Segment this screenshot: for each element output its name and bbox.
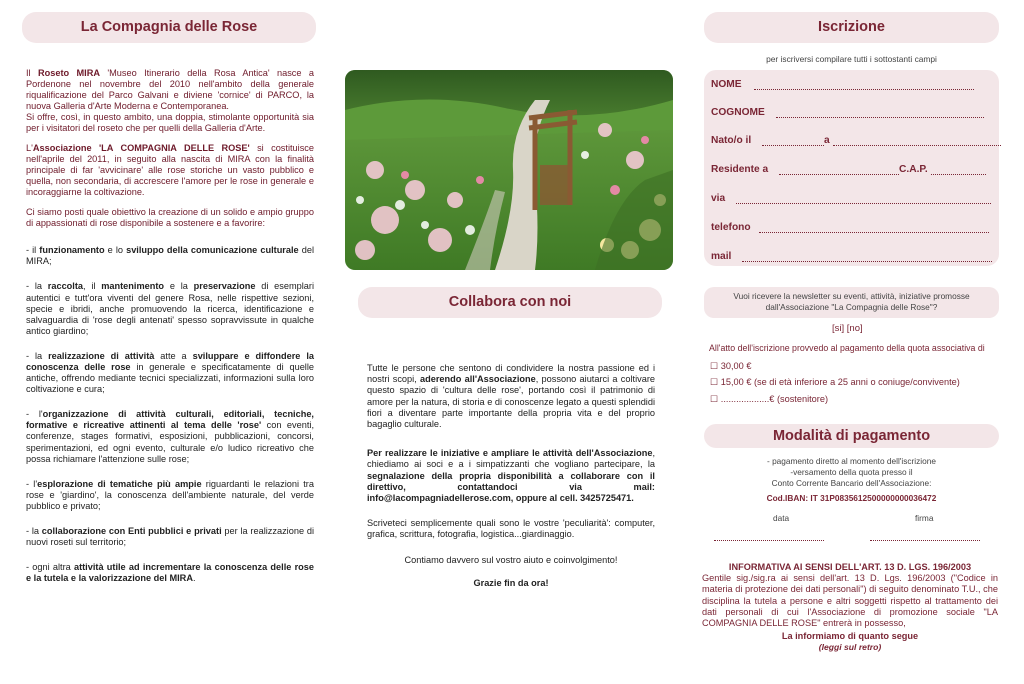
dotted-line[interactable] <box>759 224 989 233</box>
text-bold: aderendo all'Associazione <box>420 374 536 385</box>
dotted-line[interactable] <box>742 253 992 262</box>
left-body <box>26 68 314 593</box>
label: NOME <box>711 79 742 90</box>
dotted-line[interactable] <box>931 166 986 175</box>
date-label: data <box>773 513 790 523</box>
payment-header: Modalità di pagamento <box>704 424 999 448</box>
text: Tutte le persone che sentono di condividere la nostra passione ed i nostri scopi, <box>367 363 655 385</box>
text-bold: realizzazione di attività <box>48 350 155 361</box>
middle-header: Collabora con noi <box>358 287 662 318</box>
field-telefono[interactable] <box>711 222 989 233</box>
bullet-1 <box>26 245 314 267</box>
label: C.A.P. <box>899 164 928 175</box>
payment-direct: - pagamento diretto al momento dell'iscrizione <box>767 456 936 466</box>
text: di esemplari autentici e tutt'ora viventi del genere Rosa, nelle rispettive sezioni, specie e ibridi, anche promuovendo la ricerca, identificazione e salvaguardia di 'rose degli antenati' spesso sopravvissute in qualche antico giardino; <box>26 281 314 336</box>
field-via[interactable] <box>711 193 991 204</box>
text: del MIRA; <box>26 245 314 267</box>
middle-body <box>367 363 655 598</box>
quota-intro: All'atto dell'iscrizione provvedo al pagamento della quota associativa di <box>709 343 985 353</box>
rose-garden-photo <box>345 70 673 270</box>
rose-garden-illustration <box>345 70 673 270</box>
thanks <box>367 578 655 589</box>
signature-label: firma <box>915 513 934 523</box>
text-bold: funzionamento <box>39 245 105 256</box>
text-bold: attività utile ad incrementare la conoscenza delle rose e la tutela e la valorizzazione del MIRA <box>26 562 314 584</box>
dotted-line[interactable] <box>762 137 824 146</box>
bullet-4 <box>26 409 314 464</box>
text: e lo <box>104 245 127 256</box>
dotted-line[interactable] <box>754 81 974 90</box>
date-line[interactable] <box>714 540 824 541</box>
newsletter-box: Vuoi ricevere la newsletter su eventi, attività, iniziative promosse dall'Associazione "La Compagnia delle Rose"? <box>704 287 999 318</box>
count-on-you: Contiamo davvero sul vostro aiuto e coinvolgimento! <box>404 554 618 565</box>
left-header: La Compagnia delle Rose <box>22 12 316 43</box>
text: - l' <box>26 409 43 420</box>
quota-option-sostenitore[interactable]: ☐ ...................€ (sostenitore) <box>710 394 829 404</box>
text: si costituisce nell'aprile del 2011, in seguito alla nascita di MIRA con la finalità principale di far 'avvicinare' alle rose storiche un vasto pubblico e quella, non secondaria, di accrescere l'amore per le rose in generale e incoraggiarne la coltivazione. <box>26 143 314 198</box>
text: - l' <box>26 478 38 489</box>
payment-transfer: -versamento della quota presso il <box>790 467 913 477</box>
right-header: Iscrizione <box>704 12 999 43</box>
dotted-line[interactable] <box>779 166 899 175</box>
text: - il <box>26 245 40 256</box>
text: Il <box>26 68 38 78</box>
text: - la <box>26 281 48 292</box>
text: 'Museo Itinerario della Rosa Antica' nasce a Pordenone nel novembre del 2010 nell'ambito della generale riqualificazione del Parco Galvani e diviene 'cornice' di PARCO, la nuova Galleria d'Arte Moderna e Contemporanea. <box>26 68 314 112</box>
collaborate-paragraph <box>367 448 655 504</box>
right-column <box>700 0 1024 684</box>
bullet-6 <box>26 526 314 548</box>
label: mail <box>711 251 732 262</box>
bullet-3 <box>26 351 314 395</box>
dotted-line[interactable] <box>833 137 1001 146</box>
privacy-notice <box>702 562 998 654</box>
text-bold: raccolta <box>47 281 84 292</box>
mira-paragraph <box>26 68 314 135</box>
text-bold: Grazie fin da ora! <box>473 577 549 588</box>
field-nato[interactable] <box>711 135 1001 146</box>
objective-paragraph: Ci siamo posti quale obiettivo la creazione di un solido e ampio gruppo di appassionati di rose disponibile a sostenere e a favorire: <box>26 207 314 229</box>
text: per la realizzazione di nuovi roseti sul territorio; <box>26 526 314 548</box>
text: e la <box>164 281 194 292</box>
label: COGNOME <box>711 107 765 118</box>
text-bold: Roseto MIRA <box>37 68 100 78</box>
registration-form <box>704 70 999 266</box>
bullet-7 <box>26 562 314 584</box>
text-bold: organizzazione di attività culturali, editoriali, tecniche, formative e ricreative attinenti al tema delle 'rose' <box>26 409 314 431</box>
text: riguardanti le relazioni tra rose e 'giardino', la conoscenza dell'ambiente naturale, del verde pubblico e privato; <box>26 478 314 511</box>
label: telefono <box>711 222 751 233</box>
label: via <box>711 193 726 204</box>
peculiarity-paragraph: Scriveteci semplicemente quali sono le vostre 'peculiarità': computer, grafica, scrittura, fotografia, logistica...giardinaggio. <box>367 518 655 540</box>
label: Residente a <box>711 164 769 175</box>
text-bold: sviluppo della comunicazione culturale <box>126 245 299 256</box>
text-bold: collaborazione con Enti pubblici e privati <box>41 526 222 536</box>
text: , il <box>83 281 102 292</box>
contact-info: segnalazione della propria disponibilità a collaborare con il direttivo, contattandoci via mail: info@lacompagniadellerose.com, oppure al cell. 3425725471. <box>367 470 655 504</box>
text: atte a <box>154 350 193 361</box>
iban: Cod.IBAN: IT 31P0835612500000000036472 <box>766 493 937 503</box>
label: Nato/o il <box>711 135 752 146</box>
privacy-body: Gentile sig./sig.ra ai sensi dell'art. 13 D. Lgs. 196/2003 ("Codice in materia di protezione dei dati personali") di seguito denominato T.U., che disciplina la tutela a persone e altri soggetti rispetto al trattamento dei dati personali di cui l'Associazione di promozione sociale "LA COMPAGNIA DELLE ROSE" entrerà in possesso, <box>702 573 998 629</box>
text-bold: esplorazione di tematiche più ampie <box>37 478 202 489</box>
field-nome[interactable] <box>711 79 974 90</box>
text: Si offre, così, in questo ambito, una doppia, stimolante opportunità sia per i visitatori del roseto che per quelli della Galleria d'Arte. <box>26 112 314 134</box>
field-mail[interactable] <box>711 251 992 262</box>
payment-account: Conto Corrente Bancario dell'Associazione: <box>771 478 932 488</box>
text: . <box>192 573 196 584</box>
privacy-italic: (leggi sul retro) <box>818 642 882 653</box>
privacy-bold: La informiamo di quanto segue <box>781 631 919 642</box>
label: a <box>824 135 830 146</box>
quota-option-30[interactable]: ☐ 30,00 € <box>710 361 752 371</box>
middle-column <box>345 0 680 684</box>
dotted-line[interactable] <box>776 109 984 118</box>
text-bold: mantenimento <box>101 281 165 292</box>
quota-option-15[interactable]: ☐ 15,00 € (se di età inferiore a 25 anni o coniuge/convivente) <box>710 377 960 387</box>
text-bold: Associazione 'LA COMPAGNIA DELLE ROSE' <box>32 143 250 154</box>
text: , chiediamo ai soci e a i simpatizzanti che vogliano partecipare, la <box>367 448 655 470</box>
text: L' <box>26 143 33 154</box>
bullet-5 <box>26 479 314 512</box>
text: , possono aiutarci a coltivare questo spazio di 'cultura delle rose', portando così il patrimonio di amore per la natura, di storia e di conoscenze legato a questi splendidi fiori a diventare parte importante della propria vita e del proprio bagaglio culturale. <box>367 374 656 430</box>
text-bold: preservazione <box>193 281 256 292</box>
form-intro: per iscriversi compilare tutti i sottostanti campi <box>766 54 937 64</box>
join-paragraph <box>367 363 655 430</box>
text: in generale e specificatamente di quelle antiche, offrendo mediante tecnici specializzati, informazioni sulla loro coltivazione e cura; <box>26 361 314 395</box>
newsletter-choice[interactable]: [si] [no] <box>832 323 863 334</box>
text: con eventi, conferenze, stages formativi, esposizioni, pubblicazioni, concorsi, sperimentazioni, ed ogni evento, culturale e/o ludico ricreativo che possa richiamare l'attenzione sulle rose; <box>26 420 314 464</box>
text-bold: sviluppare e diffondere la conoscenza delle rose <box>26 350 314 372</box>
field-residente[interactable] <box>711 164 986 175</box>
association-paragraph <box>26 143 314 198</box>
bullet-2 <box>26 281 314 336</box>
text-bold: Per realizzare le iniziative e ampliare le attività dell'Associazione <box>367 448 653 459</box>
field-cognome[interactable] <box>711 107 984 118</box>
text: - ogni altra <box>26 562 74 573</box>
privacy-title: INFORMATIVA AI SENSI DELL'ART. 13 D. LGS. 196/2003 <box>728 562 972 572</box>
text: - la <box>26 526 42 536</box>
left-column <box>0 0 330 684</box>
text: - la <box>26 350 49 361</box>
dotted-line[interactable] <box>736 195 991 204</box>
signature-line[interactable] <box>870 540 980 541</box>
